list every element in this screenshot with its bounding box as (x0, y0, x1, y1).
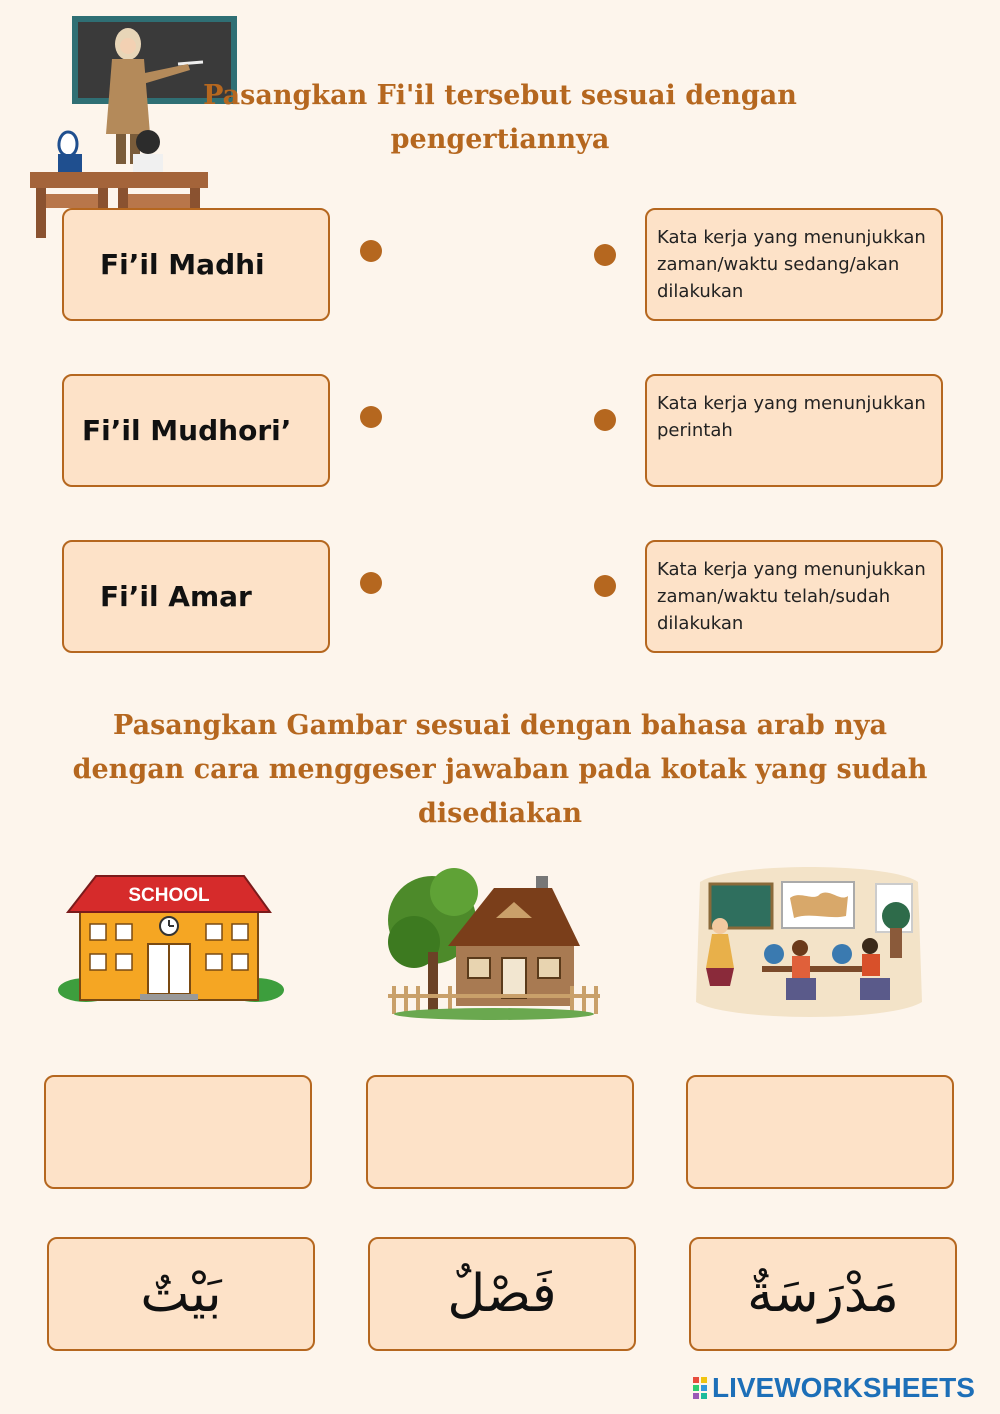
match-dot-left-3[interactable] (360, 572, 382, 594)
brand-name: LIVEWORKSHEETS (712, 1372, 975, 1403)
term-label: Fi’il Amar (100, 580, 252, 613)
match-dot-left-1[interactable] (360, 240, 382, 262)
drop-box-school[interactable] (44, 1075, 312, 1189)
drop-box-house[interactable] (366, 1075, 634, 1189)
house-image (384, 862, 604, 1022)
answer-text: بَيْتٌ (140, 1264, 222, 1324)
school-sign-text: SCHOOL (128, 885, 210, 906)
answer-tile-fashl[interactable] (368, 1237, 636, 1351)
definition-3[interactable] (645, 540, 943, 653)
answer-tile-bait[interactable] (47, 1237, 315, 1351)
term-fiil-madhi[interactable] (62, 208, 330, 321)
definition-text: Kata kerja yang menunjukkan zaman/waktu telah/sudah dilakukan (657, 559, 926, 634)
logo-icon (692, 1376, 708, 1400)
definition-text: Kata kerja yang menunjukkan zaman/waktu sedang/akan dilakukan (657, 227, 926, 302)
answer-text: فَصْلٌ (447, 1264, 557, 1324)
definition-1[interactable] (645, 208, 943, 321)
match-dot-right-3[interactable] (594, 575, 616, 597)
match-dot-right-2[interactable] (594, 409, 616, 431)
section2-title: Pasangkan Gambar sesuai dengan bahasa arab nya dengan cara menggeser jawaban pada kotak yang sudah disediakan (72, 710, 928, 829)
definition-text: Kata kerja yang menunjukkan perintah (657, 393, 926, 441)
match-dot-right-1[interactable] (594, 244, 616, 266)
term-fiil-mudhori[interactable] (62, 374, 330, 487)
classroom-image (690, 862, 926, 1022)
term-label: Fi’il Mudhori’ (82, 414, 292, 447)
section1-title: Pasangkan Fi'il tersebut sesuai dengan pengertiannya (203, 80, 797, 155)
term-fiil-amar[interactable] (62, 540, 330, 653)
liveworksheets-logo (692, 1372, 975, 1404)
answer-tile-madrasah[interactable] (689, 1237, 957, 1351)
answer-text: مَدْرَسَةٌ (747, 1264, 899, 1324)
school-building-image (56, 872, 284, 1008)
drop-box-classroom[interactable] (686, 1075, 954, 1189)
term-label: Fi’il Madhi (100, 248, 265, 281)
definition-2[interactable] (645, 374, 943, 487)
match-dot-left-2[interactable] (360, 406, 382, 428)
